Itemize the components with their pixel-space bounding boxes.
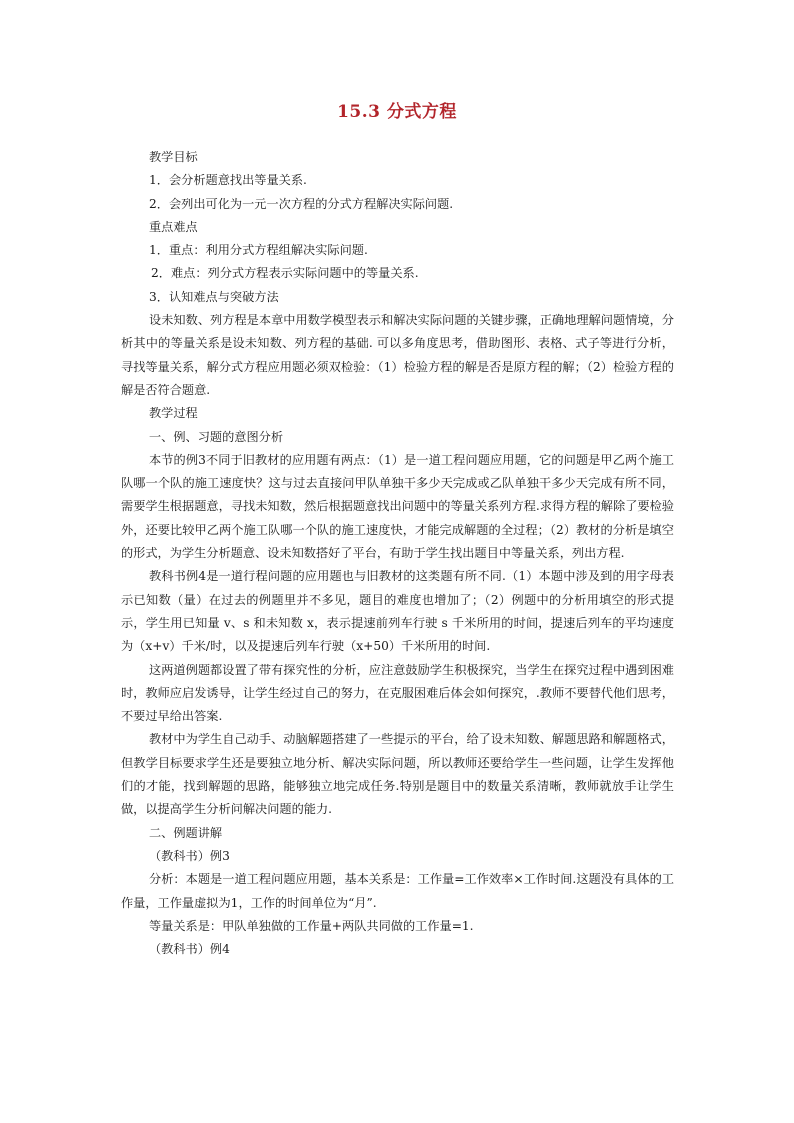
document-body — [121, 146, 674, 961]
heading-teaching-process: 教学过程 — [149, 406, 198, 421]
heading-teaching-goals: 教学目标 — [149, 150, 198, 164]
paragraph-example3-intent: 本节的例3不同于旧教材的应用题有两点：（1）是一道工程问题应用题，它的问题是甲乙两个施工队哪一个队的施工速度快？这与过去直接问甲队单独干多少天完成或乙队单独干多少天完成有所不同，需要学生根据题意，寻找未知数，然后根据题意找出问题中的等量关系列方程.求得方程的解除了要检验外，还要比较甲乙两个施工队哪一个队的施工速度快，才能完成解题的全过程；（2）教材的分析是填空的形式，为学生分析题意、设未知数搭好了平台，有助于学生找出题目中等量关系，列出方程. — [121, 452, 674, 561]
goal-item-2: 2．会列出可化为一元一次方程的分式方程解决实际问题. — [149, 196, 454, 211]
goal-item-1: 1．会分析题意找出等量关系. — [149, 173, 307, 188]
paragraph-independent: 教材中为学生自己动手、动脑解题搭建了一些提示的平台，给了设未知数、解题思路和解题格式，但教学目标要求学生还是要独立地分析、解决实际问题，所以教师还要给学生一些问题，让学生发挥他们的才能，找到解题的思路，能够独立地完成任务.特别是题目中的数量关系清晰，教师就放手让学生做，以提高学生分析问解决问题的能力. — [121, 732, 674, 817]
section-heading-1: 一、例、习题的意图分析 — [149, 429, 284, 444]
section-heading-2: 二、例题讲解 — [149, 825, 223, 840]
paragraph-example4-intent: 教科书例4是一道行程问题的应用题也与旧教材的这类题有所不同.（1）本题中涉及到的用字母表示已知数（量）在过去的例题里并不多见，题目的难度也增加了；（2）例题中的分析用填空的形式提示，学生用已知量 v、s 和未知数 x，表示提速前列车行驶 s 千米所用的时间，提速后列车的平均速度为（x+v）千米/时，以及提速后列车行驶（x+50）千米所用的时间. — [121, 569, 674, 654]
example-4-label: （教科书）例4 — [149, 942, 230, 957]
equation-line: 等量关系是：甲队单独做的工作量+两队共同做的工作量=1. — [149, 918, 474, 933]
paragraph-methods: 设未知数、列方程是本章中用数学模型表示和解决实际问题的关键步骤，正确地理解问题情境，分析其中的等量关系是设未知数、列方程的基础. 可以多角度思考，借助图形、表格、式子等进行分析，寻找等量关系，解分式方程应用题必须双检验：（1）检验方程的解是否是原方程的解；（2）检验方程的解是否符合题意. — [121, 313, 674, 397]
analysis-paragraph: 分析：本题是一道工程问题应用题，基本关系是：工作量=工作效率×工作时间.这题没有具体的工作量，工作量虚拟为1，工作的时间单位为“月”. — [121, 872, 674, 910]
key-point-3: 3．认知难点与突破方法 — [149, 289, 279, 304]
key-point-1: 1．重点：利用分式方程组解决实际问题. — [149, 243, 368, 258]
heading-key-points: 重点难点 — [149, 219, 198, 234]
paragraph-exploration: 这两道例题都设置了带有探究性的分析，应注意鼓励学生积极探究，当学生在探究过程中遇到困难时，教师应启发诱导，让学生经过自己的努力，在克服困难后体会如何探究，.教师不要替代他们思考，不要过早给出答案. — [121, 662, 674, 724]
page-title: 15.3 分式方程 — [337, 102, 457, 122]
example-3-label: （教科书）例3 — [149, 848, 230, 863]
key-point-2: 2．难点：列分式方程表示实际问题中的等量关系. — [151, 266, 419, 281]
